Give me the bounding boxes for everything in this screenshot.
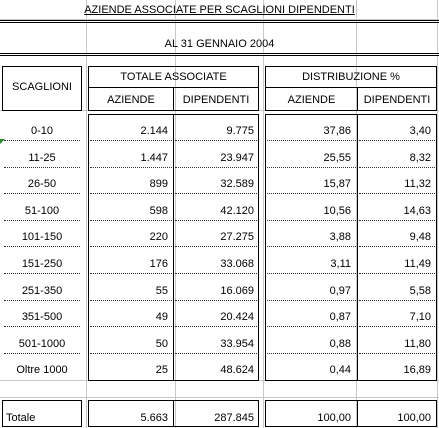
report-date: AL 31 GENNAIO 2004 [164, 38, 275, 50]
cell-aziende: 598 [149, 205, 168, 217]
row-separator [359, 300, 435, 301]
cell-pct-dipendenti: 11,80 [404, 338, 431, 350]
row-separator [175, 167, 257, 168]
row-separator [4, 220, 80, 221]
cell-range: 11-25 [28, 152, 56, 164]
header-dipendenti: DIPENDENTI [182, 94, 250, 106]
cell-dipendenti: 9.775 [226, 125, 254, 137]
row-separator [4, 193, 80, 194]
cell-range: 0-10 [30, 125, 54, 137]
row-separator [90, 140, 172, 141]
header-scaglioni: SCAGLIONI [12, 81, 72, 93]
total-pct-aziende: 100,00 [317, 412, 351, 424]
row-separator [90, 273, 172, 274]
row-separator [175, 273, 257, 274]
row-separator [4, 326, 80, 327]
row-separator [90, 193, 172, 194]
cell-dipendenti: 33.954 [220, 338, 254, 350]
cell-range: 151-250 [21, 258, 63, 270]
cell-range: Oltre 1000 [16, 364, 68, 376]
cell-dipendenti: 20.424 [220, 311, 254, 323]
cell-range: 26-50 [27, 178, 57, 190]
cell-aziende: 25 [155, 364, 168, 376]
cell-aziende: 49 [155, 311, 168, 323]
total-pct-dipendenti: 100,00 [397, 412, 431, 424]
cell-dipendenti: 23.947 [220, 152, 254, 164]
total-aziende: 5.663 [140, 412, 168, 424]
double-rule [0, 53, 439, 56]
cell-dipendenti: 42.120 [220, 205, 254, 217]
grid-line [86, 0, 87, 428]
total-dipendenti: 287.845 [214, 412, 254, 424]
total-label: Totale [6, 412, 36, 424]
header-totale-associate: TOTALE ASSOCIATE [120, 71, 227, 83]
cell-pct-aziende: 25,55 [323, 152, 351, 164]
cell-pct-dipendenti: 11,32 [404, 178, 431, 190]
cell-pct-dipendenti: 14,63 [403, 205, 431, 217]
row-separator [90, 167, 172, 168]
row-separator [175, 220, 257, 221]
row-separator [359, 246, 435, 247]
header-aziende: AZIENDE [107, 94, 155, 106]
report-title: AZIENDE ASSOCIATE PER SCAGLIONI DIPENDENTI [84, 4, 355, 16]
cell-dipendenti: 16.069 [220, 285, 254, 297]
cell-pct-dipendenti: 5,58 [409, 285, 431, 297]
row-separator [267, 140, 356, 141]
row-separator [4, 353, 80, 354]
row-separator [90, 246, 172, 247]
cell-pct-aziende: 10,56 [323, 205, 351, 217]
cell-range: 351-500 [21, 311, 63, 323]
row-separator [4, 167, 80, 168]
cell-aziende: 55 [155, 285, 168, 297]
header-aziende-pct: AZIENDE [287, 94, 336, 106]
row-separator [359, 167, 435, 168]
row-separator [359, 326, 435, 327]
cell-aziende: 176 [149, 258, 168, 270]
cell-pct-dipendenti: 9,48 [409, 231, 431, 243]
cell-pct-dipendenti: 8,32 [409, 152, 431, 164]
row-separator [267, 167, 356, 168]
header-dipendenti-pct: DIPENDENTI [363, 94, 431, 106]
header-distribuzione: DISTRIBUZIONE % [302, 71, 400, 83]
cell-aziende: 50 [155, 338, 168, 350]
double-rule [0, 20, 439, 23]
row-separator [267, 273, 356, 274]
row-separator [175, 193, 257, 194]
cell-range: 501-1000 [18, 338, 66, 350]
cell-pct-dipendenti: 7,10 [409, 311, 431, 323]
cell-aziende: 220 [149, 231, 168, 243]
row-separator [359, 353, 435, 354]
cell-pct-aziende: 37,86 [323, 125, 351, 137]
cell-aziende: 1.447 [140, 152, 168, 164]
grid-line [0, 397, 439, 398]
row-separator [175, 140, 257, 141]
cell-dipendenti: 48.624 [220, 364, 254, 376]
grid-line [263, 0, 264, 428]
row-separator [4, 273, 80, 274]
cell-pct-dipendenti: 3,40 [409, 125, 431, 137]
cell-range: 101-150 [21, 231, 63, 243]
row-separator [90, 353, 172, 354]
cell-pct-aziende: 15,87 [323, 178, 351, 190]
cell-range: 251-350 [21, 285, 63, 297]
row-separator [90, 220, 172, 221]
row-separator [175, 300, 257, 301]
row-separator [90, 300, 172, 301]
cell-range: 51-100 [24, 205, 60, 217]
row-separator [4, 300, 80, 301]
cell-pct-dipendenti: 11,49 [404, 258, 431, 270]
row-separator [267, 300, 356, 301]
row-separator [175, 353, 257, 354]
row-separator [267, 193, 356, 194]
cell-aziende: 899 [149, 178, 168, 190]
row-separator [359, 193, 435, 194]
row-separator [267, 353, 356, 354]
row-separator [267, 220, 356, 221]
row-separator [359, 273, 435, 274]
row-separator [4, 246, 80, 247]
cell-pct-dipendenti: 16,89 [403, 364, 431, 376]
row-separator [175, 246, 257, 247]
row-separator [90, 326, 172, 327]
cell-pct-aziende: 0,97 [329, 285, 351, 297]
cell-pct-aziende: 3,88 [329, 231, 351, 243]
cell-pct-aziende: 0,88 [329, 338, 351, 350]
cell-pct-aziende: 0,44 [329, 364, 351, 376]
cell-dipendenti: 32.589 [220, 178, 254, 190]
row-separator [359, 220, 435, 221]
cell-aziende: 2.144 [140, 125, 168, 137]
cell-dipendenti: 33.068 [220, 258, 254, 270]
row-separator [359, 140, 435, 141]
grid-line [437, 0, 438, 428]
row-separator [267, 246, 356, 247]
row-separator [267, 326, 356, 327]
row-separator [4, 140, 80, 141]
row-separator [175, 326, 257, 327]
cell-dipendenti: 27.275 [220, 231, 254, 243]
cell-pct-aziende: 0,87 [329, 311, 351, 323]
cell-pct-aziende: 3,11 [330, 258, 351, 270]
